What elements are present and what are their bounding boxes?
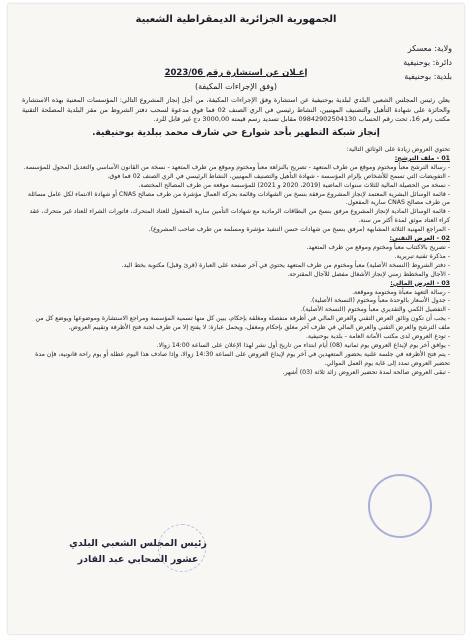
body-line: تحتوي العروض زيادة على الوثائق التالية: [346, 146, 450, 153]
body-line: - دفتر الشروط (النسخة الأصلية) معبأ ومختوم من طرف المتعهد يحتوي في آخر صفحة على العبارة (قرئ وقبل) مكتوبة بخط اليد. [121, 261, 450, 269]
republic-heading: الجمهورية الجزائرية الديمقراطية الشعبية [135, 14, 337, 25]
body-line: - مذكرة تقنية تبريرية. [394, 252, 450, 260]
body-line: - التفصيل الكمي والتقديري معبأ ومختوم (النسخة الأصلية). [300, 306, 450, 314]
body-line: - تصريح بالاكتتاب معبأ ومختوم وموقع من طرف المتعهد. [306, 243, 450, 251]
body-line: - يتم فتح الأظرفة في جلسة علنية بحضور المتعهدين في آخر يوم لإيداع العروض على الساعة 14:30 زوالا، وإذا صادف هذا اليوم عطلة أو يوم راحة قانونية، فإن مدة تحضير العروض تمدد إلى غاية يوم العمل الموالي. [35, 350, 450, 367]
consultation-reference: إعـلان عن استشارة رقم 2023/06 [164, 68, 308, 78]
body-line: - قائمة الوسائل المادية لإنجاز المشروع مرفق بنسخ من البطاقات الرمادية مع شهادات التأمين سارية المفعول للعتاد المتحرك، فاتورات الشراء للعتاد غير متحرك، عقد كراء العتاد موثق لمدة أكثر من سنة. [29, 208, 450, 225]
baladiya-line: بلدية: بوحنيفية [404, 72, 452, 81]
body-line: - المراجع المهنية الثلاثة المشابهة (مرفق بنسخ من شهادات حسن التنفيذ مؤشرة ومسلمة من طرف صاحب المشروع). [148, 226, 450, 234]
body-line: - تبقى العروض صالحة لمدة تحضير العروض زائد ثلاثة (03) أشهر. [282, 368, 450, 376]
signature-block [48, 536, 228, 568]
body-line: - تودع العروض لدى مكتب الأمانة العامة - بلدية بوحنيفية. [305, 333, 450, 341]
section-heading: 02 - العرض التقني: [389, 235, 450, 243]
signature-title: رئيس المجلس الشعبي البلدي [69, 538, 207, 549]
body-line: - قائمة الوسائل البشرية المعتمد لإنجاز المشروع مرفقة بنسخ من الشهادات وقائمة بحركة العمال مؤشرة من طرف مصالح CNAS أو شهادة الانتماء لكل عامل مسائلة من طرف مصالح CNAS سارية المفعول. [27, 190, 450, 207]
body-line: - يجب أن تكون وثائق العرض التقني والعرض المالي في أظرفة منفصلة ومغلقة بإحكام، يبين كل منها تسمية المؤسسة ومراجع الاستشارة وموضوعها ويوضع كل من ملف الترشح والعرض التقني والعرض المالي في ظرف آخر مغلق بإحكام ومغفل، ويحمل عبارة: لا يفتح إلا من طرف لجنة فتح الأظرفة وتقييم العروض. [35, 315, 450, 332]
body-line: - الآجال والمخطط زمني لإنجاز الأشغال مفصل للآجال المقترحة. [287, 270, 450, 278]
signature-name: عشور الصحابي عبد القادر [77, 554, 199, 565]
requirements-body [22, 146, 450, 378]
body-line: - جدول الأسعار بالوحدة معبأ ومختوم (النسخة الأصلية). [310, 297, 450, 305]
section-heading: 01 - ملف الترشح: [394, 154, 450, 162]
intro-paragraph: يعلن رئيس المجلس الشعبي البلدي لبلدية بوحنيفية عن استشارة وفق الإجراءات المكيفة، من أجل إنجاز المشروع التالي: المؤسسات المعنية بهذه الاستشارة والحائزة على شهادة التأهيل والتصنيف المهنيين، النشاط رئيسي في الري الصنف 02 فما فوق مدعوة لسحب دفتر الشروط من مقر البلدية المصلحة التقنية مكتب رقم 16، تحت رقم الحساب 09842902504130 مقابل تسديد رسم قيمته 3000,00 دج غير قابل للرد. [22, 96, 450, 123]
body-line: - رسالة الترشح معبأ ومختوم وموقع من طرف المتعهد - تصريح بالنزاهة معبأ ومختوم وموقع من طرف المتعهد - نسخة من القانون الأساسي والتعديل المحول للمؤسسة. [23, 163, 450, 171]
body-line: - يوافق آخر يوم لإيداع العروض يوم ثمانية (08) أيام ابتداء من تاريخ أول نشر لهذا الإعلان على الساعة 14:00 زوالا. [156, 341, 450, 349]
project-title: إنجاز شبكة التطهير بأحد شوارع حي شارف محمد ببلدية بوحنيفية. [92, 128, 380, 138]
official-stamp [368, 474, 432, 538]
body-line: - رسالة التعهد معبأة ومختومة وموقعة. [352, 288, 450, 296]
document-page [8, 4, 464, 634]
daira-line: دائرة: بوحنيفية [403, 58, 452, 67]
section-heading: 03 - العرض المالي: [390, 279, 450, 287]
wilaya-line: ولاية: معسكر [407, 44, 452, 53]
body-line: - نسخة من الحصيلة المالية للثلاث سنوات الماضية (2019، 2020 و 2021) للمؤسسة موقعة من طرف المصالح المختصة. [138, 181, 450, 189]
procedure-note: (وفق الإجراءات المكيفة) [194, 82, 278, 91]
body-line: - التفويضات التي تسمح للأشخاص بإلزام المؤسسة - شهادة التأهيل والتصنيف المهنيين، النشاط الرئيسي في الري الصنف 02 فما فوق. [107, 172, 450, 180]
